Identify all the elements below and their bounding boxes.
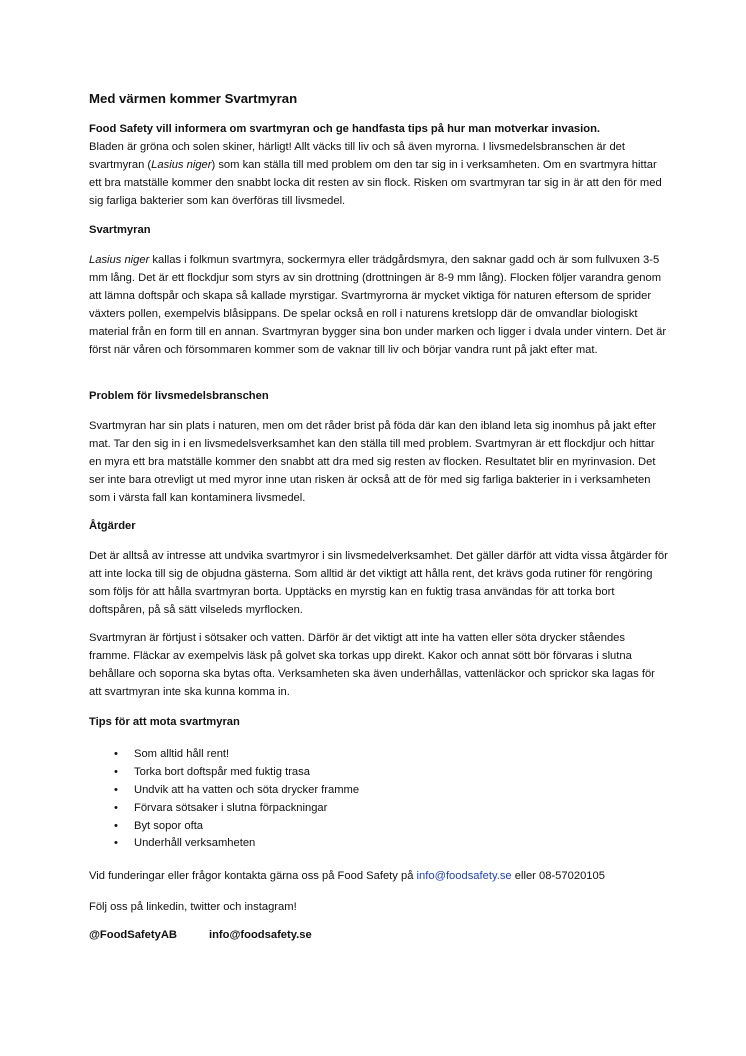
bullet-icon: •	[114, 801, 118, 814]
heading-tips: Tips för att mota svartmyran	[89, 716, 240, 728]
atgarder-paragraph-2: Svartmyran är förtjust i sötsaker och vatten. Därför är det viktigt att inte ha vatten eller söta drycker ståendes framme. Fläckar av exempelvis läsk på golvet ska torkas upp direkt. Kakor och annat sött bör förvaras i slutna behållare och soporna ska bytas ofta. Verksamheten ska även underhållas, vattenläckor och sprickor ska lagas för att svartmyran inte ska kunna komma in.	[89, 632, 655, 699]
bullet-icon: •	[114, 748, 118, 760]
tips-list-item: • Förvara sötsaker i slutna förpackningar	[89, 800, 359, 818]
tips-list	[89, 746, 359, 853]
tips-list-item: • Byt sopor ofta	[89, 818, 359, 836]
social-email: info@foodsafety.se	[208, 929, 312, 941]
bullet-icon: •	[114, 837, 118, 850]
bullet-icon: •	[114, 765, 118, 778]
intro-text-after: ) som kan ställa till med problem om den tar sig in i verksamheten. Om en svartmyra hittar ett bra matställe kommer den snabbt locka dit resten av sin flock. Risken om svartmyran tar sig in är att den för med sig farliga bakterier som kan överföras till livsmedel.	[89, 159, 662, 208]
intro-paragraph	[89, 120, 669, 210]
problem-paragraph: Svartmyran har sin plats i naturen, men om det råder brist på föda där kan den ibland leta sig inomhus på jakt efter mat. Tar den sig in i en livsmedelsverksamhet kan den ställa till med problem. Svartmyran är ett flockdjur och hittar en myra ett bra matställe kommer den snabbt att dra med sig resten av flocken. Resultatet blir en myrinvasion. Det ser inte bara otrevligt ut med myror inne utan risken är också att de för med sig farliga bakterier in i verksamheten som i värsta fall kan kontaminera livsmedel.	[89, 420, 657, 505]
heading-atgarder: Åtgärder	[89, 520, 136, 532]
svartmyran-paragraph	[89, 251, 669, 360]
document-title: Med värmen kommer Svartmyran	[89, 91, 298, 106]
follow-paragraph: Följ oss på linkedin, twitter och instagram!	[89, 901, 297, 913]
heading-problem: Problem för livsmedelsbranschen	[89, 390, 269, 402]
social-handle: @FoodSafetyAB	[89, 929, 177, 941]
intro-text-before: Bladen är gröna och solen skiner, härligt! Allt väcks till liv och så även myrorna. I livsmedelsbranschen är det svartmyran (	[89, 141, 626, 172]
svartmyran-text: kallas i folkmun svartmyra, sockermyra eller trädgårdsmyra, den saknar gadd och är som fullvuxen 3-5 mm lång. Det är ett flockdjur som styrs av sin drottning (drottningen är 8-9 mm lång). Flocken följer varandra genom att lämna doftspår och skapa så kallade myrstigar. Svartmyrorna är mycket viktiga för naturen eftersom de sprider växters pollen, exempelvis blåsippans. De spelar också en roll i naturens kretslopp där de omvandlar biologiskt material från en form till en annan. Svartmyran bygger sina bon under marken och ligger i dvala under vintern. Det är först när våren och försommaren kommer som de vaknar till liv och börjar vandra runt på jakt efter mat.	[89, 254, 667, 357]
social-footer	[89, 929, 312, 941]
intro-species: Lasius niger	[151, 159, 212, 172]
bullet-icon: •	[114, 819, 118, 832]
atgarder-paragraph-1: Det är alltså av intresse att undvika svartmyror i sin livsmedelverksamhet. Det gäller därför att vidta vissa åtgärder för att inte locka till sig de objudna gästerna. Som alltid är det viktigt att hålla rent, det krävs goda rutiner för rengöring som följs för att hålla svartmyran borta. Upptäcks en myrstig kan en fuktig trasa användas för att torka bort doftspåren, på så sätt vilseleds myrflocken.	[89, 550, 668, 617]
tips-list-item: • Som alltid håll rent!	[89, 746, 359, 764]
contact-email-link[interactable]: info@foodsafety.se	[416, 870, 512, 882]
heading-svartmyran: Svartmyran	[89, 224, 151, 236]
tips-list-item: • Undvik att ha vatten och söta drycker framme	[89, 782, 359, 800]
tips-list-item: • Torka bort doftspår med fuktig trasa	[89, 764, 359, 782]
tips-list-item: • Underhåll verksamheten	[89, 835, 359, 853]
intro-lead: Food Safety vill informera om svartmyran och ge handfasta tips på hur man motverkar invasion.	[89, 123, 601, 135]
svartmyran-species: Lasius niger	[89, 254, 150, 266]
bullet-icon: •	[114, 783, 118, 796]
contact-paragraph: Vid funderingar eller frågor kontakta gärna oss på Food Safety på info@foodsafety.se eller 08-57020105	[89, 870, 605, 882]
